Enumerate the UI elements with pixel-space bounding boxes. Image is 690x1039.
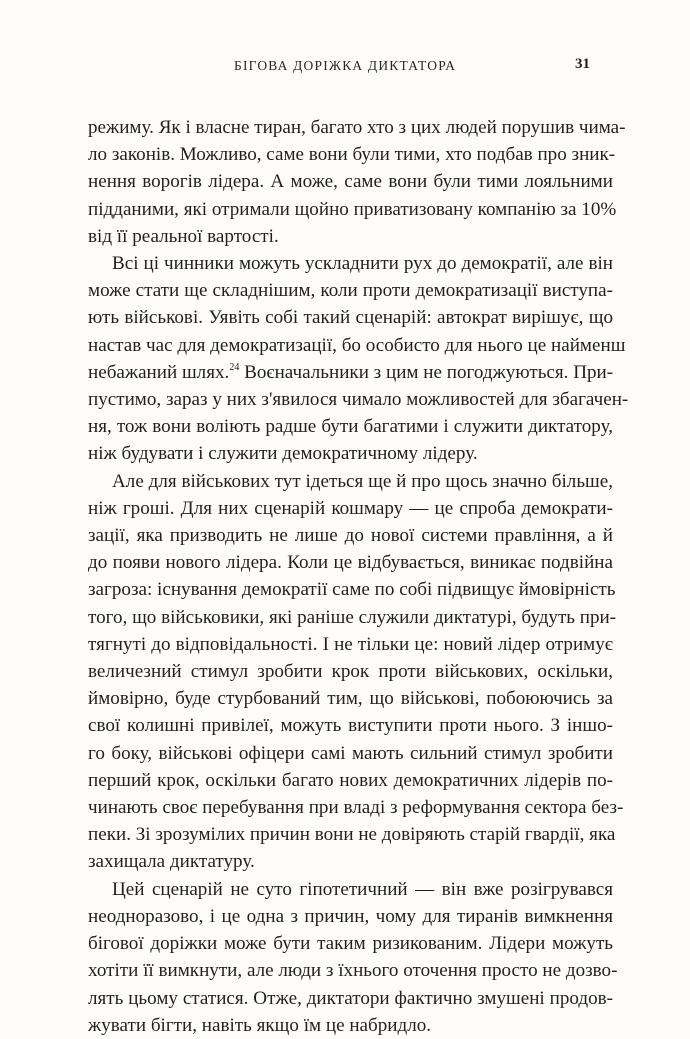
text-line: тягнуті до відповідальності. І не тільки це: новий лідер отримує: [88, 633, 613, 655]
text-line: Всі ці чинники можуть ускладнити рух до демократії, але він: [112, 253, 613, 275]
text-line: режиму. Як і власне тиран, багато хто з цих людей порушив чима-: [88, 117, 626, 138]
text-line: зації, яка призводить не лише до нової системи правління, а й: [88, 525, 613, 547]
footnote-marker: 24: [229, 361, 240, 373]
text-line: хотіти її вимкнути, але люди з їхнього оточення просто не дозво-: [88, 960, 618, 982]
text-line: підданими, які отримали щойно приватизовану компанію за 10%: [88, 198, 617, 220]
text-line-with-footnote: [88, 359, 613, 386]
body-text: [88, 114, 629, 1039]
text-line: бігової доріжки може бути таким ризикованим. Лідери можуть: [88, 933, 613, 955]
page-number: 31: [575, 56, 590, 72]
text-line: ніж будувати і служити демократичному лідеру.: [88, 443, 478, 465]
text-line: го боку, військові офіцери самі мають сильний стимул зробити: [88, 742, 613, 764]
text-line: неодноразово, і це одна з причин, чому для тиранів вимкнення: [88, 905, 613, 927]
paragraph: [88, 468, 624, 876]
text-line: ймовірно, буде стурбований тим, що військові, побоюючись за: [88, 688, 613, 710]
paragraph: [88, 876, 618, 1039]
text-line: ніж гроші. Для них сценарій кошмару — це спроба демократи-: [88, 497, 613, 519]
text-line: ють військові. Уявіть собі такий сценарій: автократ вирішує, що: [88, 307, 613, 329]
text-line: величезний стимул зробити крок проти військових, оскільки,: [88, 661, 613, 683]
text-line: може стати ще складнішим, коли проти демократизації виступа-: [88, 280, 613, 302]
text-segment: небажаний шлях.: [88, 361, 230, 383]
text-line: чинають своє перебування при владі з реформування сектора без-: [88, 797, 624, 819]
text-line: жувати бігти, навіть якщо їм це набридло.: [88, 1014, 432, 1036]
text-line: того, що військовики, які раніше служили диктатурі, будуть при-: [88, 606, 617, 628]
text-line: від її реальної вартості.: [88, 225, 279, 247]
text-line: ло законів. Можливо, саме вони були тими, хто подбав про зник-: [88, 144, 616, 166]
text-line: загроза: існування демократії саме по собі підвищує ймовірність: [88, 579, 616, 601]
text-line: пеки. Зі зрозумілих причин вони не довіряють старій гвардії, яка: [88, 824, 616, 846]
text-line: настав час для демократизації, бо особисто для нього це найменш: [88, 334, 626, 356]
text-line: до появи нового лідера. Коли це відбувається, виникає подвійна: [88, 552, 613, 574]
text-line: захищала диктатуру.: [88, 851, 255, 873]
paragraph: [88, 250, 629, 468]
text-line: нення ворогів лідера. А може, саме вони були тими лояльними: [88, 171, 613, 193]
text-line: Цей сценарій не суто гіпотетичний — він вже розігрувався: [112, 878, 613, 900]
text-line: Але для військових тут ідеться ще й про щось значно більше,: [112, 470, 613, 492]
text-line: лять цьому статися. Отже, диктатори фактично змушені продов-: [88, 987, 613, 1009]
text-segment: Воєначальники з цим не погоджуються. При-: [244, 361, 614, 383]
paragraph-continuation: [88, 114, 626, 250]
text-line: свої колишні привілеї, можуть виступити проти нього. З іншо-: [88, 715, 613, 737]
text-line: ня, тож вони воліють радше бути багатими і служити диктатору,: [88, 416, 613, 438]
text-line: перший крок, оскільки багато нових демократичних лідерів по-: [88, 769, 613, 791]
text-line: пустимо, зараз у них з'явилося чимало можливостей для збагачен-: [88, 389, 629, 411]
running-head: БІГОВА ДОРІЖКА ДИКТАТОРА: [234, 58, 457, 73]
